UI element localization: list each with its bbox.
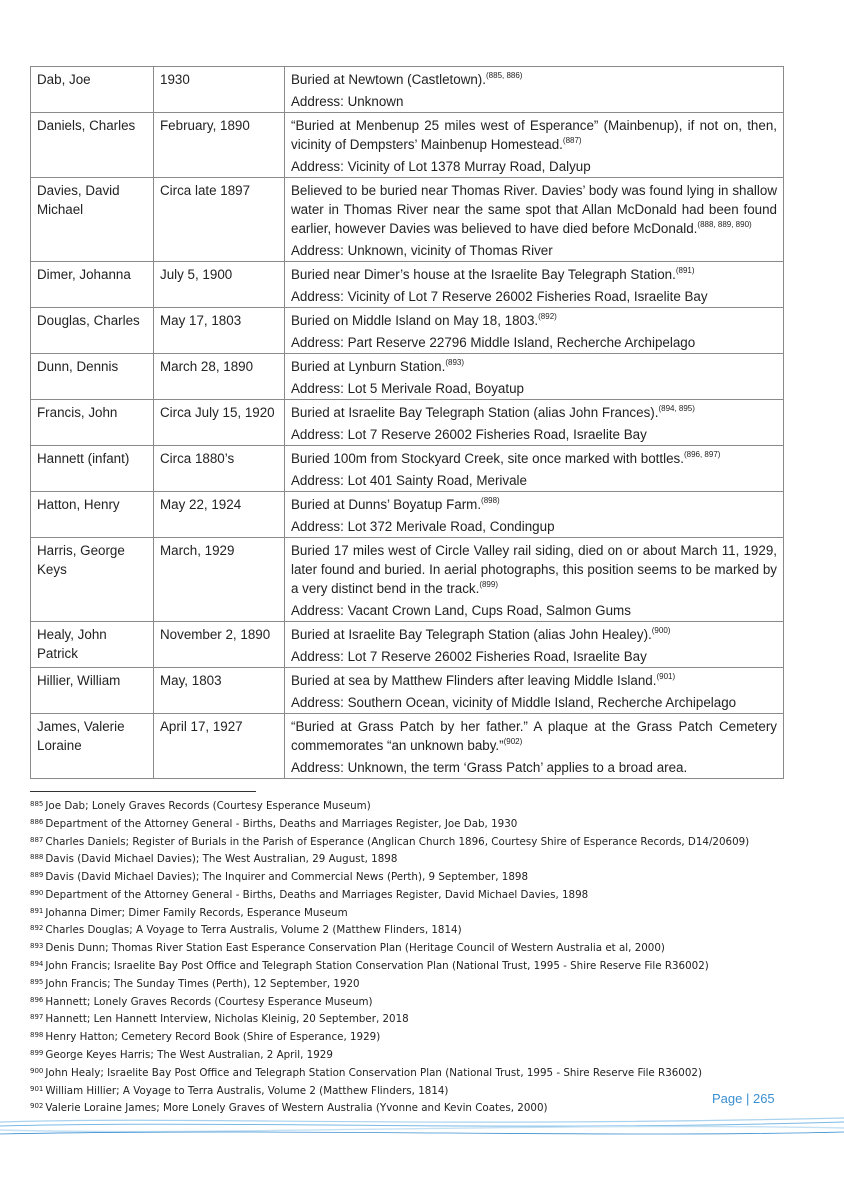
burial-address: Address: Part Reserve 22796 Middle Island, Recherche Archipelago [291,335,696,350]
footnote-number: 885 [30,800,44,808]
footnote-number: 889 [30,871,44,880]
footnote-item [30,1046,810,1064]
footnote-item [30,815,810,833]
footnote-reference: (894, 895) [658,404,695,413]
cell-date: May, 1803 [154,668,285,714]
footnote-number: 894 [30,960,44,969]
footnote-item [30,1010,810,1028]
cell-details [285,262,784,308]
table-row [31,354,784,400]
cell-name: Healy, John Patrick [31,622,154,668]
wave-line-3 [0,1126,844,1131]
description-text: Buried near Dimer’s house at the Israelite Bay Telegraph Station. [291,267,676,282]
footnote-text: Joe Dab; Lonely Graves Records (Courtesy Esperance Museum) [45,800,371,812]
burial-description [291,403,777,422]
burial-description [291,541,777,598]
footnote-text: John Healy; Israelite Bay Post Office and Telegraph Station Conservation Plan (National Trust, 1995 - Shire Reserve File R36002) [45,1066,702,1079]
footnote-text: Charles Douglas; A Voyage to Terra Australis, Volume 2 (Matthew Flinders, 1814) [45,924,462,937]
footnote-reference: (892) [538,312,557,321]
footnote-number: 891 [30,906,44,915]
footnote-reference: (902) [503,737,523,746]
cell-date: Circa late 1897 [154,178,285,262]
burial-address: Address: Lot 7 Reserve 26002 Fisheries Road, Israelite Bay [291,649,647,664]
footnotes-list [30,797,810,1117]
footnote-reference: (893) [445,358,465,367]
cell-name: Davies, David Michael [31,178,154,262]
wave-line-2 [0,1122,844,1126]
cell-details [285,492,784,538]
footnote-item [30,975,810,993]
cell-details [285,714,784,779]
description-text: Buried 100m from Stockyard Creek, site once marked with bottles. [291,451,684,466]
cell-details [285,446,784,492]
table-row [31,622,784,668]
cell-date: March 28, 1890 [154,354,285,400]
burial-description [291,449,777,468]
footnote-text: George Keyes Harris; The West Australian, 2 April, 1929 [45,1048,333,1061]
footnote-text: Valerie Loraine James; More Lonely Graves of Western Australia (Yvonne and Kevin Coates, 2000) [45,1102,548,1115]
footnote-item [30,833,810,851]
burial-description [291,717,777,755]
footnote-number: 897 [30,1013,44,1022]
burial-address: Address: Unknown [291,94,404,109]
wave-line-4 [0,1132,844,1134]
cell-name: Douglas, Charles [31,308,154,354]
cell-name: James, Valerie Loraine [31,714,154,779]
footnote-number: 895 [30,977,44,986]
cell-name: Daniels, Charles [31,113,154,178]
cell-details [285,67,784,113]
cell-name: Harris, George Keys [31,538,154,622]
footnote-reference: (891) [675,266,695,275]
page-number: Page | 265 [712,1091,775,1106]
footnote-text: William Hillier; A Voyage to Terra Australis, Volume 2 (Matthew Flinders, 1814) [45,1084,449,1097]
table-row [31,668,784,714]
cell-name: Dunn, Dennis [31,354,154,400]
table-row [31,400,784,446]
footnote-divider [30,791,256,792]
footnote-reference: (896, 897) [683,450,721,459]
burial-address: Address: Vacant Crown Land, Cups Road, Salmon Gums [291,603,631,618]
footnote-number: 901 [30,1084,44,1093]
burial-description [291,265,777,284]
wave-line-1 [0,1118,844,1122]
footnote-text: Denis Dunn; Thomas River Station East Esperance Conservation Plan (Heritage Council of Western Australia et al, 2000) [45,942,665,955]
footnote-item [30,904,810,922]
footnote-reference: (887) [562,136,582,145]
burial-description [291,357,777,376]
cell-details [285,308,784,354]
burial-address: Address: Lot 7 Reserve 26002 Fisheries Road, Israelite Bay [291,427,647,442]
burial-address: Address: Vicinity of Lot 1378 Murray Road, Dalyup [291,159,591,174]
cell-date: July 5, 1900 [154,262,285,308]
description-text: Believed to be buried near Thomas River. Davies’ body was found lying in shallow water in Thomas River near the same spot that Allan McDonald had been found earlier, however Davies was believed to have died before McDonald. [291,183,777,236]
footnote-item [30,939,810,957]
burial-address: Address: Lot 5 Merivale Road, Boyatup [291,381,524,396]
burial-description [291,625,777,644]
burial-description [291,495,777,514]
footnote-number: 900 [30,1066,44,1075]
burial-description [291,116,777,154]
footnote-item [30,797,810,815]
description-text: Buried at Dunns’ Boyatup Farm. [291,497,482,512]
burial-address: Address: Lot 401 Sainty Road, Merivale [291,473,527,488]
footnote-item [30,850,810,868]
footnote-reference: (898) [481,496,500,505]
cell-date: 1930 [154,67,285,113]
description-text: Buried on Middle Island on May 18, 1803. [291,313,539,328]
burial-description [291,311,777,330]
footnote-number: 893 [30,942,44,951]
footnote-number: 886 [30,817,44,826]
footnote-number: 899 [30,1048,44,1057]
cell-details [285,668,784,714]
footnote-number: 902 [30,1102,44,1111]
description-text: Buried at Israelite Bay Telegraph Station (alias John Healey). [291,627,652,642]
footnote-number: 888 [30,853,44,862]
footnote-item [30,1082,810,1100]
cell-name: Dab, Joe [31,67,154,113]
cell-date: Circa July 15, 1920 [154,400,285,446]
table-row [31,492,784,538]
table-row [31,308,784,354]
footnote-item [30,868,810,886]
burial-address: Address: Vicinity of Lot 7 Reserve 26002 Fisheries Road, Israelite Bay [291,289,708,304]
footnote-text: Department of the Attorney General - Births, Deaths and Marriages Register, David Michael Davies, 1898 [45,888,589,901]
footnote-number: 896 [30,995,44,1004]
cell-date: May 22, 1924 [154,492,285,538]
description-text: Buried at Lynburn Station. [291,359,446,374]
cell-date: March, 1929 [154,538,285,622]
footnote-number: 898 [30,1031,44,1040]
footer-wave-decoration [0,1108,844,1148]
footnote-text: Hannett; Len Hannett Interview, Nicholas Kleinig, 20 September, 2018 [45,1013,409,1026]
description-text: “Buried at Menbenup 25 miles west of Esperance” (Mainbenup), if not on, then, vicinity of Dempsters’ Mainbenup Homestead. [291,118,777,152]
cell-date: November 2, 1890 [154,622,285,668]
cell-date: April 17, 1927 [154,714,285,779]
burial-description [291,70,777,89]
footnote-number: 892 [30,924,44,933]
cell-name: Dimer, Johanna [31,262,154,308]
cell-name: Hillier, William [31,668,154,714]
graves-table-body [31,67,784,779]
cell-name: Francis, John [31,400,154,446]
cell-details [285,354,784,400]
footnote-text: Hannett; Lonely Graves Records (Courtesy Esperance Museum) [45,995,373,1008]
description-text: Buried at Israelite Bay Telegraph Station (alias John Frances). [291,405,659,420]
footnote-text: Henry Hatton; Cemetery Record Book (Shire of Esperance, 1929) [45,1031,381,1044]
footnote-text: Johanna Dimer; Dimer Family Records, Esperance Museum [45,906,348,919]
cell-date: February, 1890 [154,113,285,178]
table-row [31,178,784,262]
cell-name: Hatton, Henry [31,492,154,538]
burial-description [291,671,777,690]
footnote-text: John Francis; The Sunday Times (Perth), 12 September, 1920 [45,977,360,990]
burial-address: Address: Lot 372 Merivale Road, Condingup [291,519,555,534]
table-row [31,262,784,308]
footnote-text: Charles Daniels; Register of Burials in the Parish of Esperance (Anglican Church 1896, Courtesy Shire of Esperance Records, D14/20609) [45,835,750,848]
description-text: Buried 17 miles west of Circle Valley rail siding, died on or about March 11, 1929, later found and buried. In aerial photographs, this position seems to be marked by a very distinct bend in the track. [291,543,777,596]
graves-table [30,66,784,779]
footnote-reference: (888, 889, 890) [697,220,752,229]
cell-details [285,178,784,262]
footnote-item [30,957,810,975]
footnote-text: John Francis; Israelite Bay Post Office and Telegraph Station Conservation Plan (National Trust, 1995 - Shire Reserve File R36002) [45,960,709,973]
burial-address: Address: Unknown, vicinity of Thomas River [291,243,553,258]
table-row [31,67,784,113]
footnote-item [30,886,810,904]
table-row [31,538,784,622]
footnote-number: 887 [30,835,44,844]
footnote-reference: (901) [656,672,676,681]
footnote-text: Davis (David Michael Davies); The West Australian, 29 August, 1898 [45,853,398,866]
footnote-reference: (885, 886) [486,71,523,80]
footnote-item [30,1028,810,1046]
footnote-reference: (900) [651,626,671,635]
table-row [31,446,784,492]
footnote-reference: (899) [479,580,498,589]
cell-details [285,622,784,668]
burial-address: Address: Southern Ocean, vicinity of Middle Island, Recherche Archipelago [291,695,737,710]
footnote-item [30,993,810,1011]
footnote-item [30,921,810,939]
burial-address: Address: Unknown, the term ‘Grass Patch’ applies to a broad area. [291,760,688,775]
cell-details [285,113,784,178]
cell-date: Circa 1880’s [154,446,285,492]
footnote-text: Davis (David Michael Davies); The Inquirer and Commercial News (Perth), 9 September, 1898 [45,871,528,884]
cell-name: Hannett (infant) [31,446,154,492]
footnote-text: Department of the Attorney General - Births, Deaths and Marriages Register, Joe Dab, 1930 [45,817,518,830]
footnote-item [30,1064,810,1082]
table-row [31,714,784,779]
cell-details [285,400,784,446]
cell-details [285,538,784,622]
cell-date: May 17, 1803 [154,308,285,354]
burial-description [291,181,777,238]
description-text: “Buried at Grass Patch by her father.” A plaque at the Grass Patch Cemetery commemorates “an unknown baby.” [291,719,777,753]
description-text: Buried at Newtown (Castletown). [291,72,486,87]
footnote-number: 890 [30,888,44,897]
description-text: Buried at sea by Matthew Flinders after leaving Middle Island. [291,673,657,688]
table-row [31,113,784,178]
